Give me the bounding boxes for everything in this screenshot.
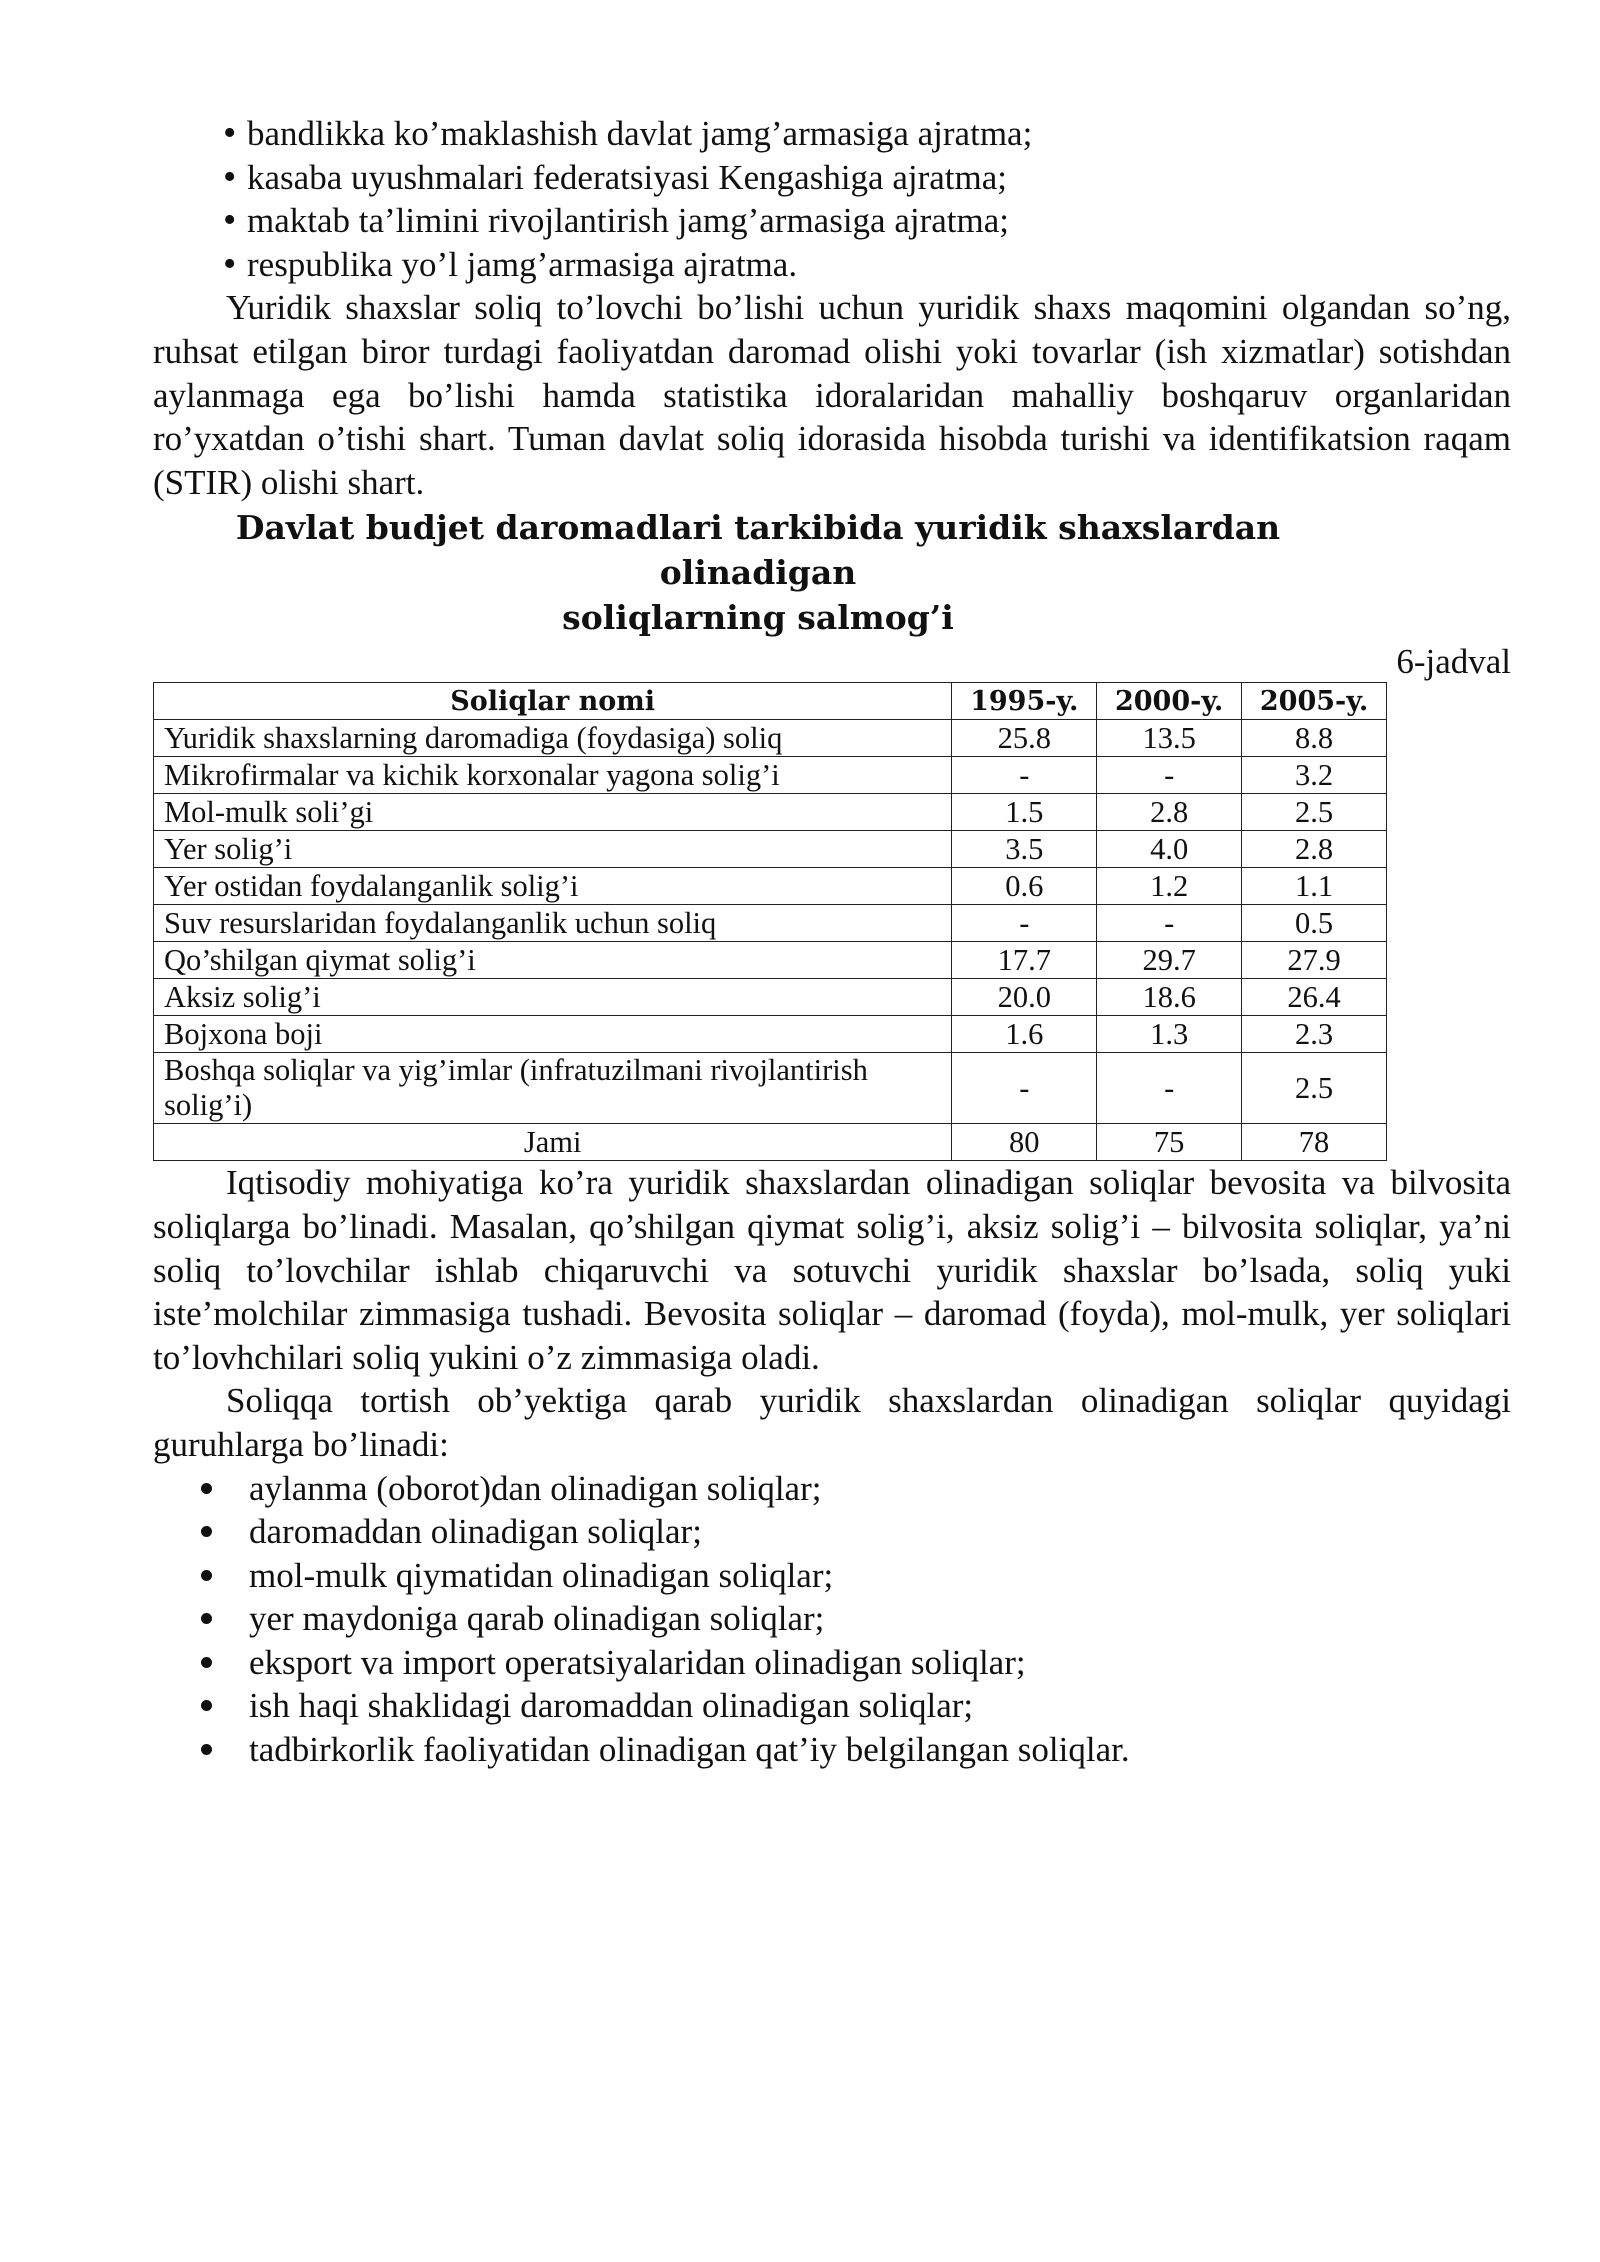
value-cell: 2.8 [1242,831,1387,868]
list-item: • kasaba uyushmalari federatsiyasi Kengashiga ajratma; [223,156,1511,200]
tax-name-cell: Suv resurslaridan foydalanganlik uchun soliq [154,905,952,942]
table-row [154,905,1387,942]
value-cell: 27.9 [1242,942,1387,979]
list-item: ish haqi shaklidagi daromaddan olinadigan soliqlar; [201,1684,1511,1728]
list-item: tadbirkorlik faoliyatidan olinadigan qat’iy belgilangan soliqlar. [201,1728,1511,1772]
tax-name-cell: Bojxona boji [154,1016,952,1053]
table-caption-line: Davlat budjet daromadlari tarkibida yuridik shaxslardan olinadigan [235,508,1281,593]
header-year-1995: 1995-y. [952,683,1097,720]
header-tax-name: Soliqlar nomi [154,683,952,720]
value-cell: 2.8 [1097,794,1242,831]
paragraph-registration: Yuridik shaxslar soliq to’lovchi bo’lishi uchun yuridik shaxs maqomini olgandan so’ng, ruhsat etilgan biror turdagi faoliyatdan daromad olishi yoki tovarlar (ish xizmatlar) sotishdan aylanmaga ega bo’lishi hamda statistika idoralaridan mahalliy boshqaruv organlaridan ro’yxatdan o’tishi shart. Tuman davlat soliq idorasida hisobda turishi va identifikatsion raqam (STIR) olishi shart. [153,288,1511,502]
table-row [154,831,1387,868]
value-cell: 0.6 [952,868,1097,905]
table-caption-line: soliqlarning salmog’i [562,598,954,638]
tax-name-cell: Aksiz solig’i [154,979,952,1016]
table-number-label: 6-jadval [1396,642,1511,682]
table-row [154,942,1387,979]
tax-share-table [153,682,1387,1161]
value-cell: - [952,757,1097,794]
total-value-cell: 75 [1097,1124,1242,1161]
value-cell: 4.0 [1097,831,1242,868]
header-year-2000: 2000-y. [1097,683,1242,720]
tax-groups-list [153,1467,1511,1772]
table-row [154,1053,1387,1124]
tax-name-cell: Qo’shilgan qiymat solig’i [154,942,952,979]
intro-bullet-list [153,112,1511,286]
value-cell: - [1097,1053,1242,1124]
table-row [154,720,1387,757]
list-item: • bandlikka ko’maklashish davlat jamg’armasiga ajratma; [223,112,1511,156]
value-cell: 3.2 [1242,757,1387,794]
list-item: yer maydoniga qarab olinadigan soliqlar; [201,1597,1511,1641]
paragraph-groups-intro: Soliqqa tortish ob’yektiga qarab yuridik shaxslardan olinadigan soliqlar quyidagi guruhlarga bo’linadi: [153,1381,1511,1464]
value-cell: 1.1 [1242,868,1387,905]
value-cell: 1.5 [952,794,1097,831]
total-value-cell: 78 [1242,1124,1387,1161]
list-item: eksport va import operatsiyalaridan olinadigan soliqlar; [201,1641,1511,1685]
tax-name-cell: Mikrofirmalar va kichik korxonalar yagona solig’i [154,757,952,794]
table-caption [153,505,1363,640]
value-cell: 1.3 [1097,1016,1242,1053]
list-item: daromaddan olinadigan soliqlar; [201,1510,1511,1554]
value-cell: 3.5 [952,831,1097,868]
value-cell: - [952,1053,1097,1124]
value-cell: 29.7 [1097,942,1242,979]
value-cell: 2.3 [1242,1016,1387,1053]
table-row [154,1016,1387,1053]
value-cell: 0.5 [1242,905,1387,942]
tax-name-cell: Boshqa soliqlar va yig’imlar (infratuzilmani rivojlantirish solig’i) [154,1053,952,1124]
value-cell: 8.8 [1242,720,1387,757]
list-item: • maktab ta’limini rivojlantirish jamg’armasiga ajratma; [223,199,1511,243]
table-row [154,868,1387,905]
total-label-cell: Jami [154,1124,952,1161]
tax-name-cell: Yer solig’i [154,831,952,868]
value-cell: 2.5 [1242,1053,1387,1124]
paragraph-direct-indirect: Iqtisodiy mohiyatiga ko’ra yuridik shaxslardan olinadigan soliqlar bevosita va bilvosita soliqlarga bo’linadi. Masalan, qo’shilgan qiymat solig’i, aksiz solig’i – bilvosita soliqlar, ya’ni soliq to’lovchilar ishlab chiqaruvchi va sotuvchi yuridik shaxslar bo’lsada, soliq yuki iste’molchilar zimmasiga tushadi. Bevosita soliqlar – daromad (foyda), mol-mulk, yer soliqlari to’lovhchilari soliq yukini o’z zimmasiga oladi. [153,1163,1511,1377]
table-header-row [154,683,1387,720]
value-cell: 20.0 [952,979,1097,1016]
value-cell: - [952,905,1097,942]
table-row [154,794,1387,831]
table-row [154,979,1387,1016]
value-cell: 1.2 [1097,868,1242,905]
header-year-2005: 2005-y. [1242,683,1387,720]
value-cell: 1.6 [952,1016,1097,1053]
document-page [153,112,1511,1772]
value-cell: 17.7 [952,942,1097,979]
value-cell: - [1097,905,1242,942]
total-value-cell: 80 [952,1124,1097,1161]
value-cell: 25.8 [952,720,1097,757]
value-cell: - [1097,757,1242,794]
tax-name-cell: Yer ostidan foydalanganlik solig’i [154,868,952,905]
tax-name-cell: Mol-mulk soli’gi [154,794,952,831]
table-total-row [154,1124,1387,1161]
list-item: • respublika yo’l jamg’armasiga ajratma. [223,243,1511,287]
list-item: mol-mulk qiymatidan olinadigan soliqlar; [201,1554,1511,1598]
table-row [154,757,1387,794]
value-cell: 13.5 [1097,720,1242,757]
list-item: aylanma (oborot)dan olinadigan soliqlar; [201,1467,1511,1511]
value-cell: 2.5 [1242,794,1387,831]
value-cell: 18.6 [1097,979,1242,1016]
value-cell: 26.4 [1242,979,1387,1016]
tax-name-cell: Yuridik shaxslarning daromadiga (foydasiga) soliq [154,720,952,757]
